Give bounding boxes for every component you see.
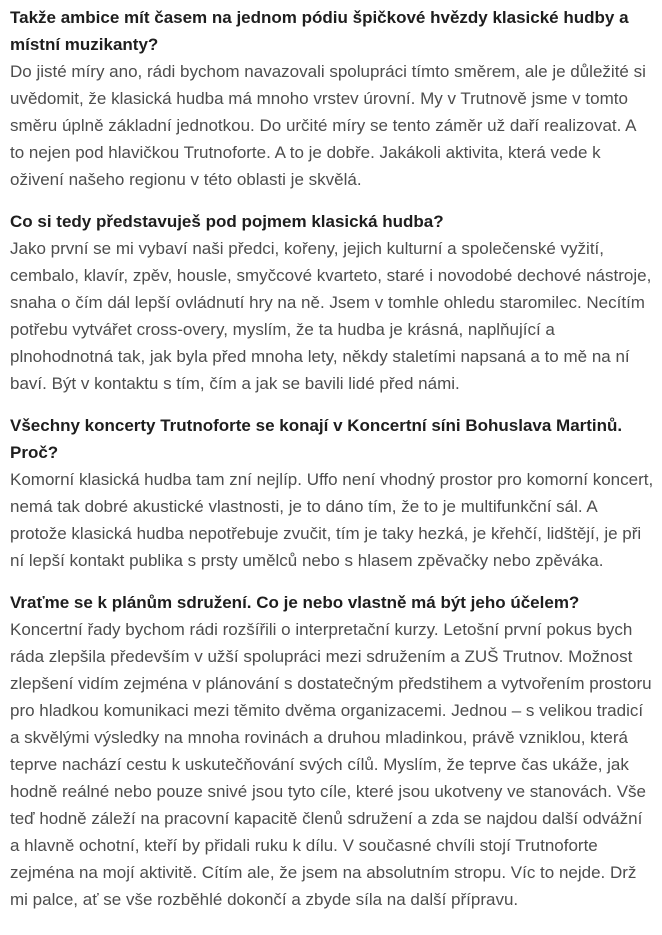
qa-block — [10, 412, 654, 574]
question-heading: Takže ambice mít časem na jednom pódiu špičkové hvězdy klasické hudby a místní muzikanty? — [10, 8, 629, 54]
question-heading: Všechny koncerty Trutnoforte se konají v Koncertní síni Bohuslava Martinů. Proč? — [10, 416, 623, 462]
qa-block — [10, 589, 654, 913]
answer-paragraph: Do jisté míry ano, rádi bychom navazovali spolupráci tímto směrem, ale je důležité si uvědomit, že klasická hudba má mnoho vrstev úrovní. My v Trutnově jsme v tomto směru úplně základní jednotkou. Do určité míry se tento záměr už daří realizovat. A to nejen pod hlavičkou Trutnoforte. A to je dobře. Jakákoli aktivita, která vede k oživení našeho regionu v této oblasti je skvělá. — [10, 62, 646, 189]
question-heading: Co si tedy představuješ pod pojmem klasická hudba? — [10, 212, 444, 231]
answer-paragraph: Koncertní řady bychom rádi rozšířili o interpretační kurzy. Letošní první pokus bych ráda zlepšila především v užší spolupráci mezi sdružením a ZUŠ Trutnov. Možnost zlepšení vidím zejména v plánování s dostatečným předstihem a vytvořením prostoru pro hladkou komunikaci mezi těmito dvěma organizacemi. Jednou – s velikou tradicí a skvělými výsledky na mnoha rovinách a druhou mladinkou, právě vzniklou, která teprve nachází cestu k uskutečňování svých cílů. Myslím, že teprve čas ukáže, jak hodně reálné nebo pouze snivé jsou tyto cíle, které jsou ukotveny ve stanovách. Vše teď hodně záleží na pracovní kapacitě členů sdružení a zda se najdou další odvážní a hlavně ochotní, kteří by přidali ruku k dílu. V současné chvíli stojí Trutnoforte zejména na mojí aktivitě. Cítím ale, že jsem na absolutním stropu. Víc to nejde. Drž mi palce, ať se vše rozběhlé dokončí a zbyde síla na další přípravu. — [10, 620, 652, 909]
answer-paragraph: Komorní klasická hudba tam zní nejlíp. Uffo není vhodný prostor pro komorní koncert, nemá tak dobré akustické vlastnosti, je to dáno tím, že to je multifunkční sál. A protože klasická hudba nepotřebuje zvučit, tím je taky hezká, je křehčí, lidštějí, je při ní lepší kontakt publika s prsty umělců nebo s hlasem zpěvačky nebo zpěváka. — [10, 470, 654, 570]
qa-block — [10, 208, 654, 397]
answer-paragraph: Jako první se mi vybaví naši předci, kořeny, jejich kulturní a společenské vyžití, cembalo, klavír, zpěv, housle, smyčcové kvarteto, staré i novodobé dechové nástroje, snaha o čím dál lepší ovládnutí hry na ně. Jsem v tomhle ohledu staromilec. Necítím potřebu vytvářet cross-overy, myslím, že ta hudba je krásná, naplňující a plnohodnotná tak, jak byla před mnoha lety, někdy staletími napsaná a to mě na ní baví. Být v kontaktu s tím, čím a jak se bavili lidé před námi. — [10, 239, 652, 393]
question-heading: Vraťme se k plánům sdružení. Co je nebo vlastně má být jeho účelem? — [10, 593, 580, 612]
qa-block — [10, 4, 654, 193]
